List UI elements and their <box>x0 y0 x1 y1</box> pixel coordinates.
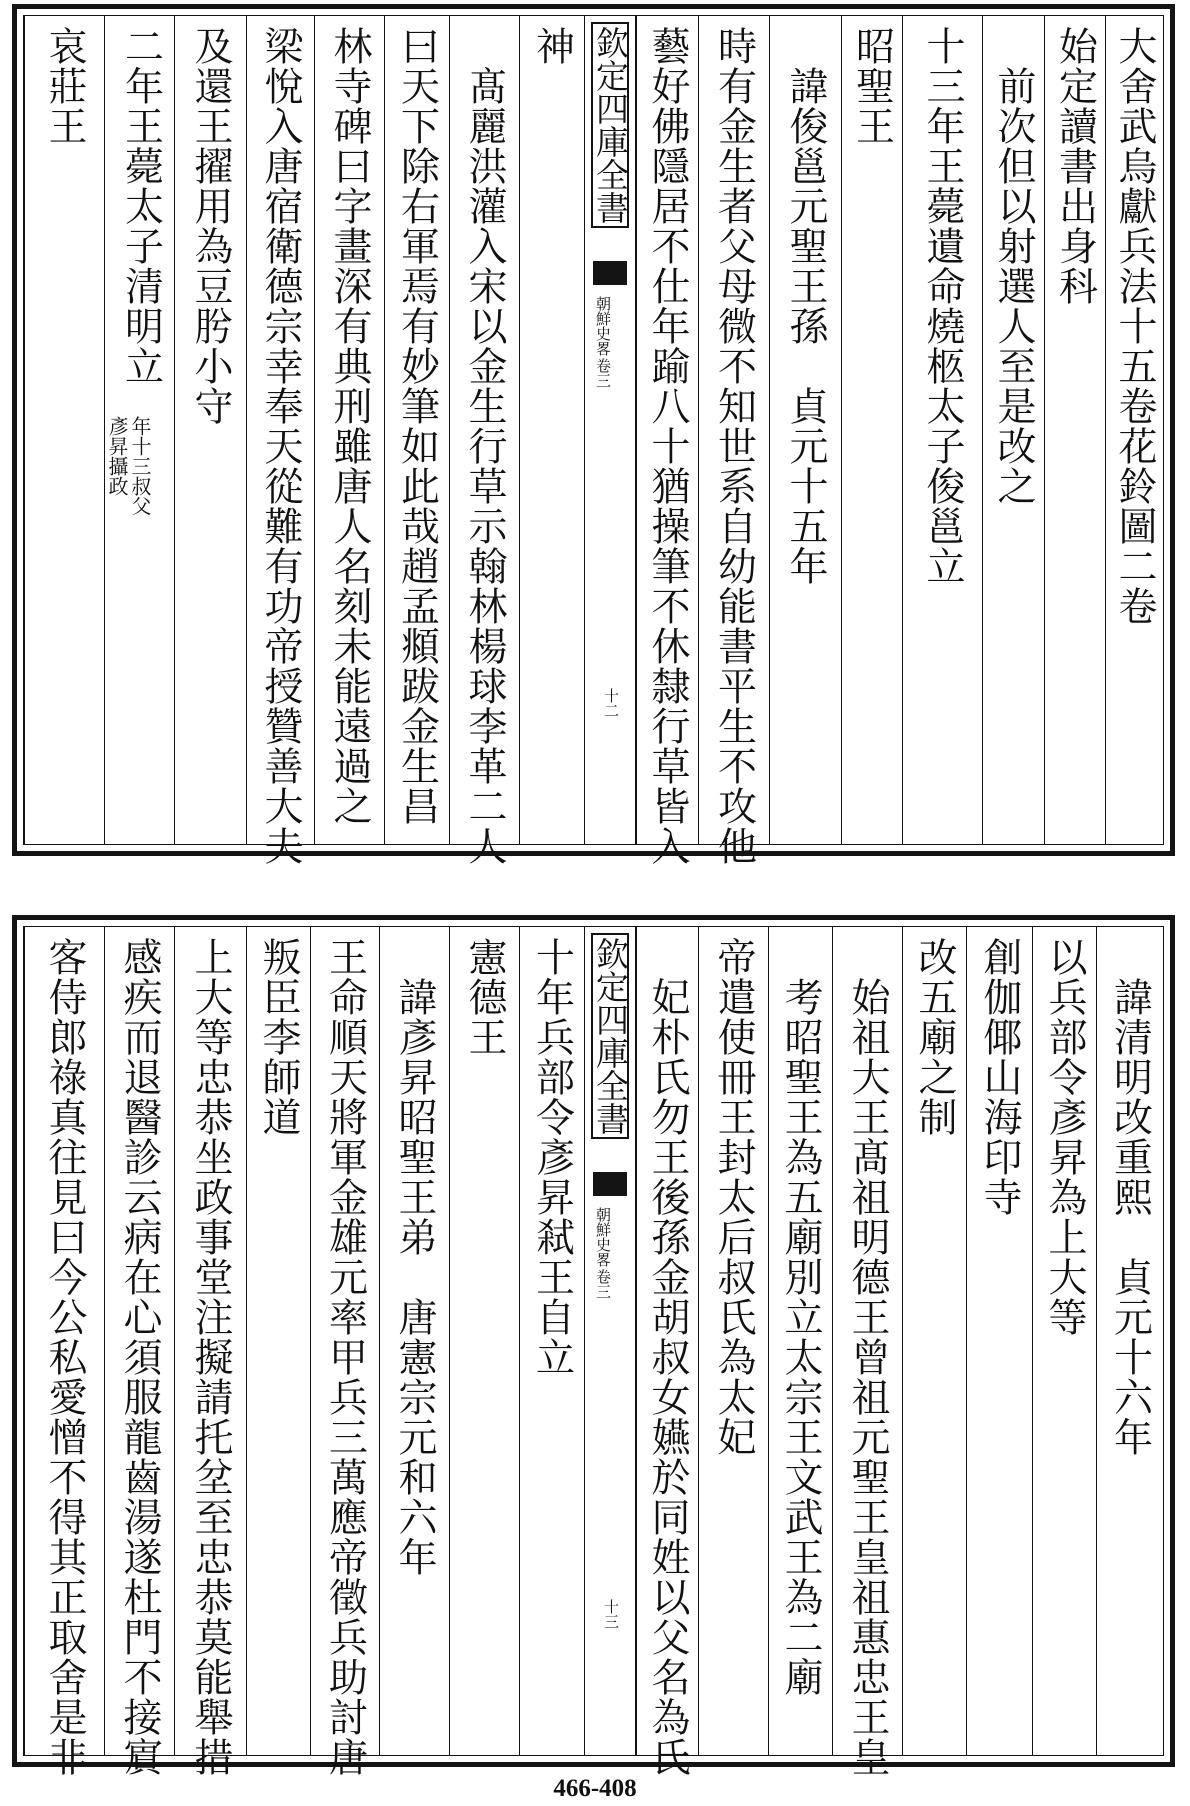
column-text: 叛臣李師道 <box>256 937 301 1137</box>
column-text: 二年王薨太子清明立 <box>118 26 164 386</box>
text-column <box>698 16 769 866</box>
text-column <box>24 16 104 844</box>
spine-book-title: 朝鮮史畧 <box>594 296 612 356</box>
column-text: 十年兵部令彥昇弒王自立 <box>529 937 575 1377</box>
text-column <box>1096 927 1163 1755</box>
text-column <box>449 927 519 1755</box>
text-column <box>174 16 246 844</box>
text-column <box>1105 16 1163 844</box>
column-text: 前次但以射選人至是改之 <box>991 26 1036 506</box>
column-text: 藝好佛隱居不仕年踰八十猶操筆不休隸行草皆入 <box>645 26 690 866</box>
text-column <box>246 927 310 1755</box>
text-column <box>966 927 1032 1755</box>
note-line-left: 彥昇攝政 <box>105 416 129 496</box>
text-column <box>519 927 584 1755</box>
column-text: 始定讀書出身科 <box>1052 26 1098 306</box>
column-text: 憲德王 <box>462 937 507 1057</box>
page-number: 466-408 <box>553 1775 637 1802</box>
column-text: 十三年王薨遺命燒柩太子俊邕立 <box>920 26 965 586</box>
column-text: 王命順天將軍金雄元率甲兵三萬應帝徵兵助討唐 <box>322 937 368 1777</box>
page-top <box>12 4 1175 866</box>
column-text: 神 <box>529 26 575 66</box>
text-column <box>104 927 174 1777</box>
note-line-right: 年十三叔父 <box>128 416 152 516</box>
text-column <box>1044 16 1105 844</box>
column-text: 改五廟之制 <box>912 937 957 1137</box>
text-column <box>902 16 982 844</box>
text-column <box>24 927 104 1777</box>
interlinear-note <box>107 416 150 516</box>
column-text: 曰天下除右軍焉有妙筆如此哉趙孟頫跋金生昌 <box>394 26 440 826</box>
column-text: 諱清明改重熙 貞元十六年 <box>1107 937 1153 1457</box>
spine-book-info <box>595 296 610 388</box>
spine-title: 欽定四庫全書 <box>591 933 629 1139</box>
page-frame <box>23 926 1164 1777</box>
center-spine <box>584 927 636 1755</box>
column-text: 諱彥昇昭聖王弟 唐憲宗元和六年 <box>392 937 437 1577</box>
text-column <box>104 16 174 844</box>
column-text: 林寺碑曰字畫深有典刑雖唐人名刻未能遠過之 <box>327 26 372 826</box>
text-column <box>1032 927 1096 1755</box>
text-column <box>384 16 449 844</box>
column-text: 大舍武烏獻兵法十五卷花鈴圖二卷 <box>1112 26 1157 626</box>
column-text: 髙麗洪灌入宋以金生行草示翰林楊球李革二人 <box>462 26 507 866</box>
spine-title: 欽定四庫全書 <box>591 22 629 228</box>
text-column <box>768 927 832 1755</box>
column-text: 昭聖王 <box>849 26 895 146</box>
spine-page-number: 十三 <box>602 1599 620 1629</box>
text-column <box>519 16 584 844</box>
column-text: 及還王擢用為豆肹小守 <box>188 26 233 426</box>
column-text: 客侍郎祿真往見曰今公私愛憎不得其正取舍是非 <box>42 937 87 1777</box>
text-column <box>636 16 698 866</box>
column-text: 諱俊邕元聖王孫 貞元十五年 <box>783 26 828 586</box>
text-column <box>982 16 1044 844</box>
text-column <box>636 927 698 1777</box>
text-column <box>314 16 384 844</box>
center-spine <box>584 16 636 844</box>
column-text: 帝遣使冊王封太后叔氏為太妃 <box>711 937 756 1457</box>
page-frame <box>23 15 1164 866</box>
column-text: 時有金生者父母微不知世系自幼能書平生不攻他 <box>711 26 757 866</box>
text-column <box>902 927 966 1755</box>
text-column <box>246 16 314 866</box>
text-column <box>449 16 519 866</box>
spine-page-number: 十二 <box>602 688 620 718</box>
text-column <box>841 16 902 844</box>
text-column <box>379 927 449 1755</box>
column-text: 梁悅入唐宿衛德宗幸奉天從難有功帝授贊善大夫 <box>258 26 303 866</box>
page-bottom <box>12 915 1175 1777</box>
column-text: 以兵部令彥昇為上大等 <box>1042 937 1087 1337</box>
column-text: 哀莊王 <box>42 26 87 146</box>
text-column <box>698 927 768 1755</box>
spine-book-info <box>595 1207 610 1299</box>
text-column <box>174 927 246 1777</box>
text-column <box>769 16 841 844</box>
text-column <box>832 927 902 1777</box>
column-text: 考昭聖王為五廟別立太宗王文武王為二廟 <box>778 937 823 1697</box>
column-text: 創伽倻山海印寺 <box>977 937 1022 1217</box>
spine-volume: 卷三 <box>594 1269 612 1299</box>
text-column <box>310 927 379 1777</box>
column-text: 感疾而退醫診云病在心須服龍齒湯遂杜門不接賔 <box>117 937 162 1777</box>
spine-book-title: 朝鮮史畧 <box>594 1207 612 1267</box>
column-text: 始祖大王髙祖明德王曾祖元聖王皇祖惠忠王皇 <box>845 937 890 1777</box>
spine-volume: 卷三 <box>594 358 612 388</box>
column-text: 妃朴氏勿王後孫金胡叔女嬿於同姓以父名為氏 <box>645 937 690 1777</box>
column-text: 上大等忠恭坐政事堂注擬請托坌至忠恭莫能舉措 <box>188 937 233 1777</box>
fish-tail-mark-icon <box>593 1172 627 1196</box>
fish-tail-mark-icon <box>593 261 627 285</box>
